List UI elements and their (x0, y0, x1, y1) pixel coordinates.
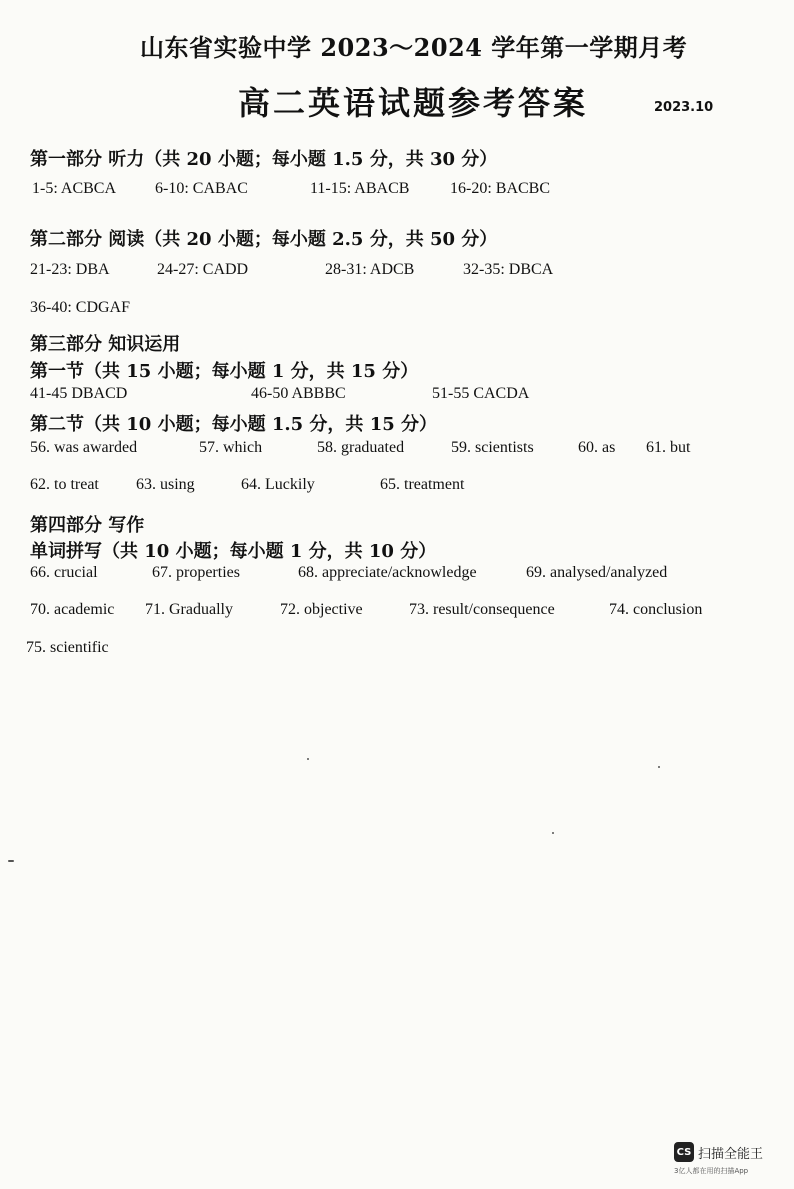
answer-item: 71. Gradually (145, 601, 233, 618)
answer-item: 46-50 ABBBC (251, 385, 346, 402)
part4-spelling-answer-row (0, 639, 794, 663)
part2-answer-row (0, 261, 794, 285)
answer-item: 65. treatment (380, 476, 465, 493)
answer-item: 69. analysed/analyzed (526, 564, 668, 581)
part1-heading: 第一部分 听力（共 20 小题；每小题 1.5 分，共 30 分） (30, 149, 498, 170)
answer-item: 16-20: BACBC (450, 180, 551, 197)
scan-speck (8, 860, 14, 862)
answer-item: 64. Luckily (241, 476, 315, 493)
part4-spelling-answer-row (0, 564, 794, 588)
answer-item: 28-31: ADCB (325, 261, 415, 278)
answer-item: 21-23: DBA (30, 261, 110, 278)
part4-heading: 第四部分 写作 (30, 515, 145, 536)
answer-item: 72. objective (280, 601, 363, 618)
answer-item: 63. using (136, 476, 195, 493)
answer-item: 32-35: DBCA (463, 261, 554, 278)
answer-item: 67. properties (152, 564, 240, 581)
answer-item: 73. result/consequence (409, 601, 555, 618)
answer-item: 74. conclusion (609, 601, 703, 618)
part2-answer-row (0, 299, 794, 323)
exam-title: 高二英语试题参考答案 (238, 84, 589, 122)
answer-item: 57. which (199, 439, 263, 456)
answer-item: 56. was awarded (30, 439, 138, 456)
part1-answer-row (0, 180, 794, 204)
part3-heading: 第三部分 知识运用 (30, 334, 181, 355)
part3-section2-answer-row (0, 439, 794, 463)
answer-item: 41-45 DBACD (30, 385, 128, 402)
scan-speck (307, 758, 309, 760)
answer-item: 1-5: ACBCA (32, 180, 117, 197)
part4-spelling-heading: 单词拼写（共 10 小题；每小题 1 分，共 10 分） (30, 541, 437, 562)
part2-heading: 第二部分 阅读（共 20 小题；每小题 2.5 分，共 50 分） (30, 229, 498, 250)
answer-item: 70. academic (30, 601, 115, 618)
school-title: 山东省实验中学 2023～2024 学年第一学期月考 (140, 33, 688, 62)
part3-section1-heading: 第一节（共 15 小题；每小题 1 分，共 15 分） (30, 361, 419, 382)
answer-item: 11-15: ABACB (310, 180, 410, 197)
answer-item: 66. crucial (30, 564, 98, 581)
answer-item: 58. graduated (317, 439, 405, 456)
watermark-app-name: 扫描全能王 (698, 1147, 764, 1162)
scan-speck (658, 766, 660, 768)
answer-item: 61. but (646, 439, 691, 456)
part3-section1-answer-row (0, 385, 794, 409)
scan-speck (552, 832, 554, 834)
answer-item: 51-55 CACDA (432, 385, 530, 402)
answer-item: 68. appreciate/acknowledge (298, 564, 477, 581)
part3-section2-heading: 第二节（共 10 小题；每小题 1.5 分，共 15 分） (30, 414, 438, 435)
answer-item: 59. scientists (451, 439, 534, 456)
answer-item: 75. scientific (26, 639, 109, 656)
answer-item: 36-40: CDGAF (30, 299, 131, 316)
answer-item: 60. as (578, 439, 616, 456)
part3-section2-answer-row (0, 476, 794, 500)
answer-item: 62. to treat (30, 476, 99, 493)
part4-spelling-answer-row (0, 601, 794, 625)
watermark-tagline: 3亿人都在用的扫描App (674, 1167, 749, 1175)
answer-item: 24-27: CADD (157, 261, 249, 278)
exam-date: 2023.10 (654, 100, 714, 115)
camscanner-logo-icon: CS (674, 1142, 694, 1162)
scanner-watermark (672, 1140, 782, 1180)
answer-item: 6-10: CABAC (155, 180, 248, 197)
